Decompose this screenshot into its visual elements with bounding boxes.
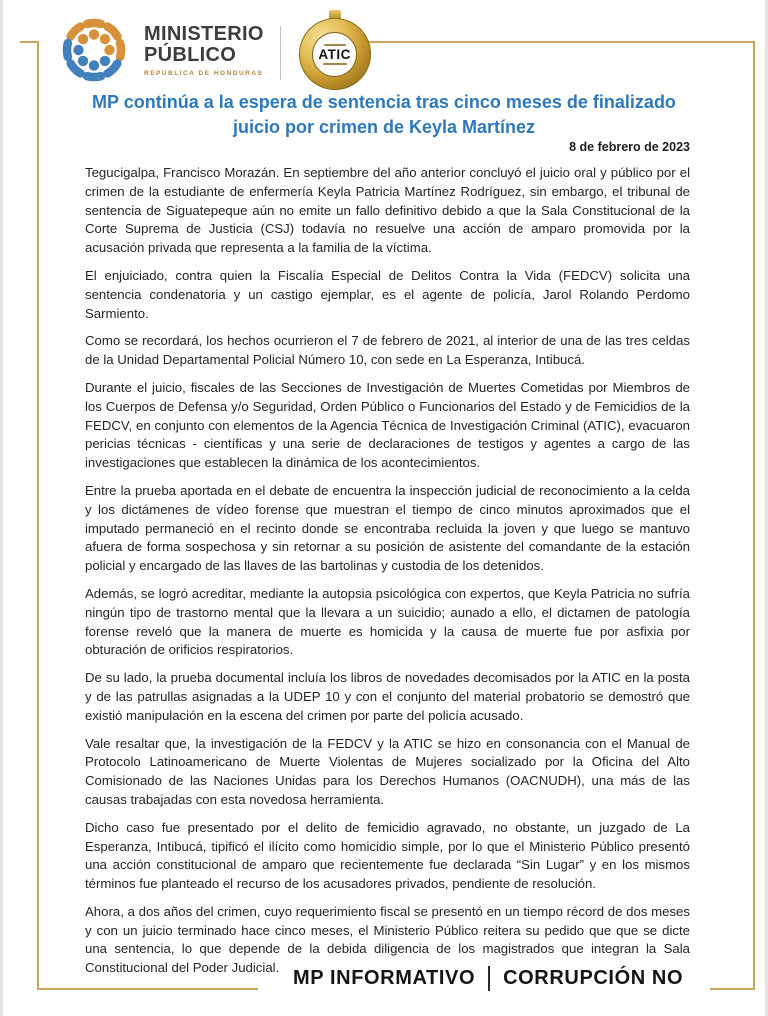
paragraph-10: Ahora, a dos años del crimen, cuyo requerimiento fiscal se presentó en un tiempo récord de dos meses y con un juicio terminado hace cinco meses, el Ministerio Público reitera su pedido que que se dicte una sentencia, lo que depende de la debida diligencia de los magistrados que integran la Sala Constitucional del Poder Judicial. — [85, 903, 690, 976]
org-name-block — [144, 10, 264, 77]
document-header — [50, 10, 375, 100]
atic-label: ATIC — [318, 46, 351, 62]
footer-left-label: MP INFORMATIVO — [293, 967, 476, 989]
paragraph-4: Durante el juicio, fiscales de las Secciones de Investigación de Muertes Cometidas por Miembros de los Cuerpos de Defensa y/o Seguridad, Orden Público o Funcionarios del Estado y de Femicidios de la FEDCV, en conjunto con elementos de la Agencia Técnica de Investigación Criminal (ATIC), evacuaron pericias técnicas - científicas y una serie de declaraciones de testigos y agentes a cargo de las investigaciones que establecen la dinámica de los acontecimientos. — [85, 379, 690, 471]
paragraph-2: El enjuiciado, contra quien la Fiscalía Especial de Delitos Contra la Vida (FEDCV) solicita una sentencia condenatoria y un castigo ejemplar, es el agente de policía, Jarol Rolando Perdomo Sarmiento. — [85, 267, 690, 321]
article-date: 8 de febrero de 2023 — [569, 140, 690, 154]
paragraph-3: Como se recordará, los hechos ocurrieron el 7 de febrero de 2021, al interior de una de las tres celdas de la Unidad Departamental Policial Número 10, con sede en La Esperanza, Intibucá. — [85, 333, 690, 368]
frame-top-right-segment — [326, 41, 755, 43]
footer-right-label: CORRUPCIÓN NO — [503, 967, 684, 989]
frame-bottom-left-segment — [37, 988, 258, 990]
footer-banner — [293, 966, 683, 991]
footer-separator — [488, 966, 490, 991]
paragraph-7: De su lado, la prueba documental incluía los libros de novedades decomisados por la ATIC en la posta y de las patrullas asignadas a la UDEP 10 y con el conjunto del material probatorio se demostró que existió manipulación en la escena del crimen por parte del policía acusado. — [85, 670, 690, 723]
paragraph-9: Dicho caso fue presentado por el delito de femicidio agravado, no obstante, un juzgado de La Esperanza, Intibucá, tipificó el ilícito como homicidio simple, por lo que el Ministerio Público presentó una acción constitucional de amparo que recientemente fue declarada “Sin Lugar” y en los mismos términos fue planteado el recurso de los acusadores privados, pendiente de resolución. — [85, 819, 690, 892]
header-divider — [280, 26, 281, 80]
org-subtitle: REPÚBLICA DE HONDURAS — [144, 70, 264, 77]
org-name-line1: MINISTERIO — [144, 23, 264, 45]
paragraph-5: Entre la prueba aportada en el debate de encuentra la inspección judicial de reconocimiento a la celda y los dictámenes de vídeo forense que muestran el tiempo de cinco minutos aproximados que el imputado permaneció en el recinto donde se encontraba recluida la joven y que luego se mantuvo afuera de forma sospechosa y sin retornar a su posición de asistente del comandante de la estación policial y encargado de las llaves de las bartolinas y custodia de los detenidos. — [85, 482, 690, 574]
atic-micro-text-top — [324, 44, 346, 46]
paragraph-6: Además, se logró acreditar, mediante la autopsia psicológica con expertos, que Keyla Patricia no sufría ningún tipo de trastorno mental que la llevara a un suicidio; aunado a ello, el dictamen de patología forense reveló que la manera de muerte es homicida y la causa de muerte fue por asfixia por obturación de orificios respiratorios. — [85, 585, 690, 658]
org-name-line2: PÚBLICO — [144, 44, 237, 66]
atic-micro-text-bottom — [323, 63, 347, 65]
paragraph-8: Vale resaltar que, la investigación de la FEDCV y la ATIC se hizo en consonancia con el Manual de Protocolo Latinoamericano de Muerte Violentas de Mujeres socializado por la Oficina del Alto Comisionado de las Naciones Unidas para los Derechos Humanos (OACNUDH), una más de las causas trabajadas con esta novedosa herramienta. — [85, 735, 690, 807]
atic-badge-icon — [295, 10, 375, 100]
ministerio-publico-people-circle-icon — [50, 10, 138, 90]
frame-left-line — [37, 41, 39, 990]
page-title: MP continúa a la espera de sentencia tras cinco meses de finalizado juicio por crimen de Keyla Martínez — [92, 92, 676, 137]
scan-edge-left — [0, 0, 3, 1016]
atic-gold-ring — [299, 18, 371, 90]
frame-right-line — [753, 41, 755, 990]
paragraph-1: Tegucigalpa, Francisco Morazán. En septiembre del año anterior concluyó el juicio oral y público por el crimen de la estudiante de enfermería Keyla Patricia Martínez Rodríguez, sin embargo, el tribunal de sentencia de Siguatepeque aún no emite un fallo definitivo debido a que la Sala Constitucional de la Corte Suprema de Justicia (CSJ) todavía no resuelve una acción de amparo promovida por la acusación privada que representa a la familia de la víctima. — [85, 165, 690, 256]
frame-bottom-right-segment — [710, 988, 755, 990]
article-body — [85, 164, 690, 987]
